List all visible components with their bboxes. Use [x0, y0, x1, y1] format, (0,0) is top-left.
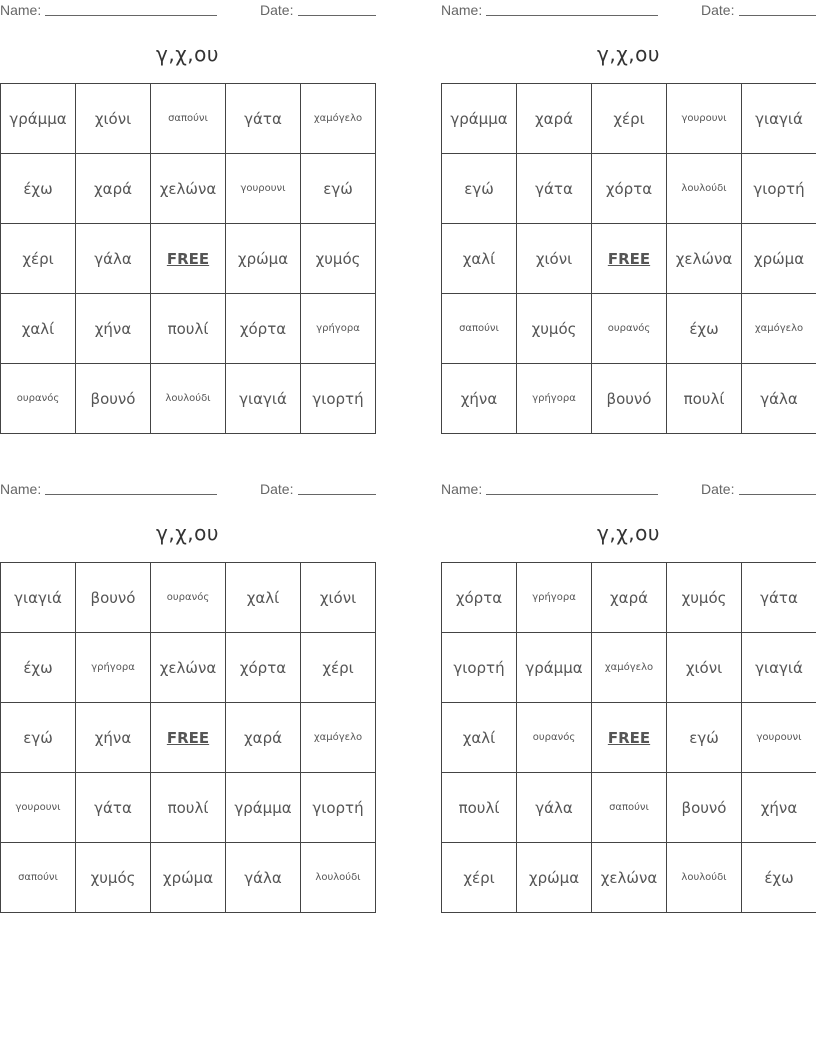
grid-row: [1, 84, 376, 154]
word-cell: γουρουνι: [742, 703, 816, 773]
name-date-row: [0, 479, 375, 501]
word-cell: σαπούνι: [151, 84, 226, 154]
name-label: Name:: [0, 2, 42, 18]
word-cell: γράμμα: [1, 84, 76, 154]
word-cell: σαπούνι: [442, 294, 517, 364]
word-cell: γράμμα: [517, 633, 592, 703]
grid-row: [442, 843, 816, 913]
word-cell: χελώνα: [592, 843, 667, 913]
free-cell: FREE: [151, 224, 226, 294]
grid-row: [1, 703, 376, 773]
word-cell: γιορτή: [301, 773, 376, 843]
word-cell: χιόνι: [667, 633, 742, 703]
bingo-grid: [0, 562, 376, 913]
word-cell: βουνό: [76, 563, 151, 633]
word-cell: γρήγορα: [301, 294, 376, 364]
grid-row: [442, 703, 816, 773]
word-cell: χυμός: [517, 294, 592, 364]
grid-row: [1, 563, 376, 633]
word-cell: εγώ: [1, 703, 76, 773]
bingo-card-2: [441, 0, 816, 435]
card-title: γ,χ,ου: [156, 521, 219, 545]
name-line: [45, 494, 217, 495]
word-cell: λουλούδι: [151, 364, 226, 434]
word-cell: χαρά: [76, 154, 151, 224]
word-cell: χιόνι: [517, 224, 592, 294]
date-label: Date:: [701, 2, 735, 18]
word-cell: έχω: [667, 294, 742, 364]
word-cell: γρήγορα: [517, 563, 592, 633]
name-date-row: [441, 479, 816, 501]
word-cell: χέρι: [442, 843, 517, 913]
word-cell: έχω: [742, 843, 816, 913]
word-cell: χελώνα: [667, 224, 742, 294]
word-cell: χαλί: [442, 224, 517, 294]
name-label: Name:: [441, 481, 483, 497]
word-cell: σαπούνι: [1, 843, 76, 913]
word-cell: γιορτή: [301, 364, 376, 434]
grid-row: [1, 154, 376, 224]
bingo-card-1: [0, 0, 375, 435]
word-cell: γρήγορα: [517, 364, 592, 434]
word-cell: γιορτή: [442, 633, 517, 703]
word-cell: χρώμα: [226, 224, 301, 294]
grid-row: [442, 633, 816, 703]
word-cell: χιόνι: [301, 563, 376, 633]
grid-row: [442, 773, 816, 843]
word-cell: χαμόγελο: [301, 84, 376, 154]
word-cell: ουρανός: [517, 703, 592, 773]
word-cell: γάλα: [226, 843, 301, 913]
word-cell: χαρά: [592, 563, 667, 633]
word-cell: γρήγορα: [76, 633, 151, 703]
grid-row: [1, 364, 376, 434]
word-cell: εγώ: [667, 703, 742, 773]
word-cell: χόρτα: [442, 563, 517, 633]
word-cell: χήνα: [742, 773, 816, 843]
word-cell: χόρτα: [592, 154, 667, 224]
word-cell: χαλί: [442, 703, 517, 773]
word-cell: λουλούδι: [667, 154, 742, 224]
word-cell: γουρουνι: [226, 154, 301, 224]
date-line: [298, 494, 376, 495]
word-cell: χαμόγελο: [742, 294, 816, 364]
word-cell: χαλί: [226, 563, 301, 633]
free-cell: FREE: [592, 703, 667, 773]
word-cell: γάτα: [517, 154, 592, 224]
word-cell: γάλα: [76, 224, 151, 294]
word-cell: χαρά: [517, 84, 592, 154]
grid-row: [442, 364, 816, 434]
card-title: γ,χ,ου: [156, 42, 219, 66]
word-cell: γάτα: [226, 84, 301, 154]
word-cell: ουρανός: [1, 364, 76, 434]
name-line: [45, 15, 217, 16]
date-label: Date:: [260, 481, 294, 497]
word-cell: έχω: [1, 633, 76, 703]
word-cell: ουρανός: [151, 563, 226, 633]
grid-row: [1, 294, 376, 364]
word-cell: γιαγιά: [742, 84, 816, 154]
name-line: [486, 15, 658, 16]
word-cell: χαλί: [1, 294, 76, 364]
card-title: γ,χ,ου: [597, 42, 660, 66]
grid-row: [1, 773, 376, 843]
word-cell: γράμμα: [442, 84, 517, 154]
word-cell: χέρι: [301, 633, 376, 703]
date-line: [298, 15, 376, 16]
word-cell: βουνό: [592, 364, 667, 434]
grid-row: [1, 843, 376, 913]
word-cell: λουλούδι: [667, 843, 742, 913]
word-cell: γάλα: [742, 364, 816, 434]
word-cell: γάτα: [76, 773, 151, 843]
word-cell: χελώνα: [151, 154, 226, 224]
word-cell: βουνό: [667, 773, 742, 843]
grid-row: [442, 84, 816, 154]
name-label: Name:: [441, 2, 483, 18]
date-line: [739, 494, 816, 495]
word-cell: χήνα: [76, 703, 151, 773]
word-cell: χαμόγελο: [301, 703, 376, 773]
word-cell: βουνό: [76, 364, 151, 434]
word-cell: πουλί: [151, 773, 226, 843]
word-cell: πουλί: [442, 773, 517, 843]
word-cell: χόρτα: [226, 633, 301, 703]
free-cell: FREE: [592, 224, 667, 294]
word-cell: χυμός: [301, 224, 376, 294]
word-cell: γιαγιά: [1, 563, 76, 633]
grid-row: [442, 294, 816, 364]
word-cell: ουρανός: [592, 294, 667, 364]
word-cell: χαρά: [226, 703, 301, 773]
word-cell: γάτα: [742, 563, 816, 633]
word-cell: χυμός: [76, 843, 151, 913]
word-cell: χιόνι: [76, 84, 151, 154]
bingo-grid: [441, 562, 816, 913]
bingo-grid: [441, 83, 816, 434]
date-label: Date:: [701, 481, 735, 497]
name-date-row: [441, 0, 816, 22]
word-cell: χέρι: [1, 224, 76, 294]
word-cell: γιαγιά: [226, 364, 301, 434]
word-cell: χέρι: [592, 84, 667, 154]
word-cell: γάλα: [517, 773, 592, 843]
grid-row: [1, 633, 376, 703]
card-title: γ,χ,ου: [597, 521, 660, 545]
word-cell: χόρτα: [226, 294, 301, 364]
word-cell: πουλί: [151, 294, 226, 364]
word-cell: χήνα: [442, 364, 517, 434]
word-cell: γιορτή: [742, 154, 816, 224]
free-cell: FREE: [151, 703, 226, 773]
word-cell: χυμός: [667, 563, 742, 633]
word-cell: χαμόγελο: [592, 633, 667, 703]
word-cell: πουλί: [667, 364, 742, 434]
word-cell: χελώνα: [151, 633, 226, 703]
name-line: [486, 494, 658, 495]
word-cell: γιαγιά: [742, 633, 816, 703]
date-label: Date:: [260, 2, 294, 18]
grid-row: [442, 224, 816, 294]
word-cell: γράμμα: [226, 773, 301, 843]
word-cell: γουρουνι: [667, 84, 742, 154]
word-cell: εγώ: [442, 154, 517, 224]
word-cell: λουλούδι: [301, 843, 376, 913]
word-cell: εγώ: [301, 154, 376, 224]
word-cell: χήνα: [76, 294, 151, 364]
word-cell: έχω: [1, 154, 76, 224]
word-cell: σαπούνι: [592, 773, 667, 843]
word-cell: χρώμα: [517, 843, 592, 913]
name-label: Name:: [0, 481, 42, 497]
bingo-card-4: [441, 479, 816, 914]
word-cell: γουρουνι: [1, 773, 76, 843]
bingo-card-3: [0, 479, 375, 914]
grid-row: [442, 563, 816, 633]
name-date-row: [0, 0, 375, 22]
bingo-grid: [0, 83, 376, 434]
word-cell: χρώμα: [742, 224, 816, 294]
word-cell: χρώμα: [151, 843, 226, 913]
grid-row: [442, 154, 816, 224]
grid-row: [1, 224, 376, 294]
date-line: [739, 15, 816, 16]
